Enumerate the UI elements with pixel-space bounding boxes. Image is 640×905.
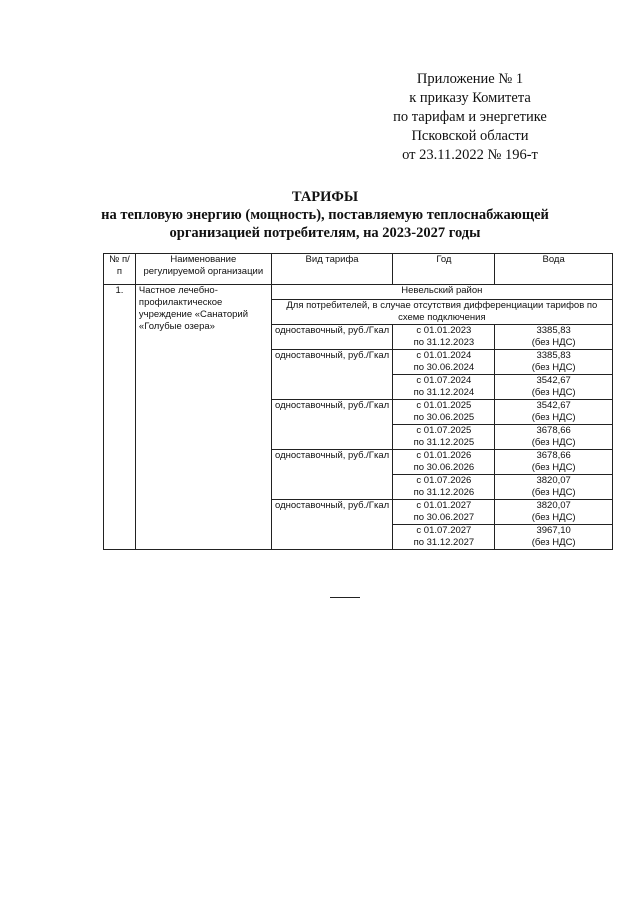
organization-name: Частное лечебно-профилактическое учреждение «Санаторий «Голубые озера»	[135, 285, 271, 550]
water-tariff-cell: 3678,66 (без НДС)	[495, 450, 613, 475]
appendix-line: Приложение № 1	[416, 71, 524, 87]
appendix-line: Псковской области	[411, 128, 529, 144]
header-org: Наименование регулируемой организации	[135, 254, 271, 285]
tariff-kind: одноставочный, руб./Гкал	[271, 450, 393, 500]
water-tariff-cell: 3820,07 (без НДС)	[495, 500, 613, 525]
appendix-header	[370, 70, 570, 165]
tariff-kind: одноставочный, руб./Гкал	[271, 325, 393, 350]
appendix-line: по тарифам и энергетике	[393, 109, 547, 125]
tariff-kind: одноставочный, руб./Гкал	[271, 500, 393, 550]
period-cell: с 01.01.2024 по 30.06.2024	[393, 350, 495, 375]
water-tariff-cell: 3967,10 (без НДС)	[495, 525, 613, 550]
period-cell: с 01.07.2026 по 31.12.2026	[393, 475, 495, 500]
note-cell: Для потребителей, в случае отсутствия дифференциации тарифов по схеме подключения	[271, 300, 612, 325]
row-number: 1.	[104, 285, 136, 550]
document-title	[90, 188, 560, 242]
table-header-row	[104, 254, 613, 285]
header-water: Вода	[495, 254, 613, 285]
tariff-kind: одноставочный, руб./Гкал	[271, 350, 393, 400]
header-num: № п/п	[104, 254, 136, 285]
region-cell: Невельский район	[271, 285, 612, 300]
appendix-line: от 23.11.2022 № 196-т	[402, 147, 538, 163]
period-cell: с 01.07.2025 по 31.12.2025	[393, 425, 495, 450]
title-line: на тепловую энергию (мощность), поставляемую теплоснабжающей	[101, 207, 549, 223]
header-kind: Вид тарифа	[271, 254, 393, 285]
water-tariff-cell: 3820,07 (без НДС)	[495, 475, 613, 500]
header-year: Год	[393, 254, 495, 285]
title-line: ТАРИФЫ	[291, 189, 359, 205]
title-line: организацией потребителям, на 2023-2027 годы	[169, 225, 481, 241]
period-cell: с 01.07.2027 по 31.12.2027	[393, 525, 495, 550]
tariff-kind: одноставочный, руб./Гкал	[271, 400, 393, 450]
period-cell: с 01.01.2023 по 31.12.2023	[393, 325, 495, 350]
period-cell: с 01.07.2024 по 31.12.2024	[393, 375, 495, 400]
period-cell: с 01.01.2025 по 30.06.2025	[393, 400, 495, 425]
end-rule	[330, 597, 360, 598]
water-tariff-cell: 3385,83 (без НДС)	[495, 325, 613, 350]
water-tariff-cell: 3678,66 (без НДС)	[495, 425, 613, 450]
appendix-line: к приказу Комитета	[409, 90, 531, 106]
water-tariff-cell: 3542,67 (без НДС)	[495, 375, 613, 400]
period-cell: с 01.01.2027 по 30.06.2027	[393, 500, 495, 525]
tariff-table	[103, 253, 613, 550]
water-tariff-cell: 3542,67 (без НДС)	[495, 400, 613, 425]
table-row	[104, 285, 613, 300]
water-tariff-cell: 3385,83 (без НДС)	[495, 350, 613, 375]
period-cell: с 01.01.2026 по 30.06.2026	[393, 450, 495, 475]
